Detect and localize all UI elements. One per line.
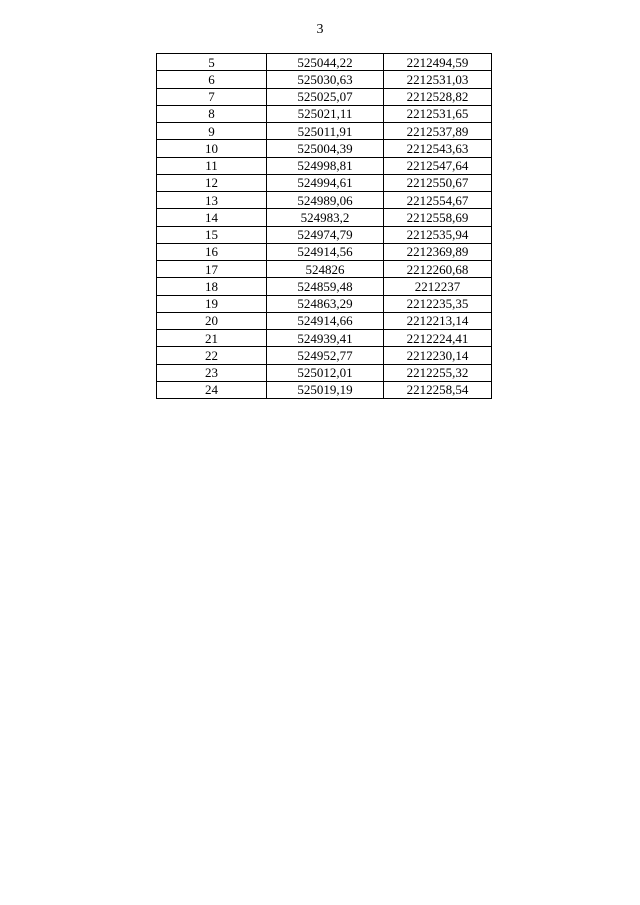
x-coordinate-cell: 524974,79 bbox=[267, 226, 384, 243]
point-number-cell: 18 bbox=[157, 278, 267, 295]
y-coordinate-cell: 2212255,32 bbox=[384, 364, 492, 381]
point-number-cell: 6 bbox=[157, 71, 267, 88]
point-number-cell: 20 bbox=[157, 312, 267, 329]
table-row bbox=[157, 71, 492, 88]
table-row bbox=[157, 312, 492, 329]
point-number-cell: 21 bbox=[157, 330, 267, 347]
x-coordinate-cell: 525004,39 bbox=[267, 140, 384, 157]
page-number: 3 bbox=[316, 22, 324, 37]
coordinates-table bbox=[156, 53, 492, 399]
point-number-cell: 13 bbox=[157, 192, 267, 209]
table-row bbox=[157, 209, 492, 226]
point-number-cell: 12 bbox=[157, 174, 267, 191]
table-row bbox=[157, 330, 492, 347]
x-coordinate-cell: 524998,81 bbox=[267, 157, 384, 174]
y-coordinate-cell: 2212235,35 bbox=[384, 295, 492, 312]
point-number-cell: 10 bbox=[157, 140, 267, 157]
y-coordinate-cell: 2212237 bbox=[384, 278, 492, 295]
table-row bbox=[157, 295, 492, 312]
x-coordinate-cell: 524859,48 bbox=[267, 278, 384, 295]
point-number-cell: 17 bbox=[157, 261, 267, 278]
point-number-cell: 9 bbox=[157, 123, 267, 140]
point-number-cell: 5 bbox=[157, 54, 267, 71]
table-row bbox=[157, 54, 492, 71]
table-row bbox=[157, 123, 492, 140]
point-number-cell: 7 bbox=[157, 88, 267, 105]
x-coordinate-cell: 525025,07 bbox=[267, 88, 384, 105]
table-row bbox=[157, 140, 492, 157]
table-row bbox=[157, 105, 492, 122]
y-coordinate-cell: 2212554,67 bbox=[384, 192, 492, 209]
x-coordinate-cell: 524989,06 bbox=[267, 192, 384, 209]
x-coordinate-cell: 525030,63 bbox=[267, 71, 384, 88]
table-row bbox=[157, 88, 492, 105]
point-number-cell: 15 bbox=[157, 226, 267, 243]
y-coordinate-cell: 2212260,68 bbox=[384, 261, 492, 278]
y-coordinate-cell: 2212543,63 bbox=[384, 140, 492, 157]
y-coordinate-cell: 2212258,54 bbox=[384, 381, 492, 398]
table-row bbox=[157, 243, 492, 260]
point-number-cell: 24 bbox=[157, 381, 267, 398]
y-coordinate-cell: 2212213,14 bbox=[384, 312, 492, 329]
x-coordinate-cell: 524952,77 bbox=[267, 347, 384, 364]
table-row bbox=[157, 381, 492, 398]
y-coordinate-cell: 2212535,94 bbox=[384, 226, 492, 243]
y-coordinate-cell: 2212494,59 bbox=[384, 54, 492, 71]
x-coordinate-cell: 525044,22 bbox=[267, 54, 384, 71]
y-coordinate-cell: 2212224,41 bbox=[384, 330, 492, 347]
y-coordinate-cell: 2212528,82 bbox=[384, 88, 492, 105]
x-coordinate-cell: 524826 bbox=[267, 261, 384, 278]
x-coordinate-cell: 524994,61 bbox=[267, 174, 384, 191]
x-coordinate-cell: 524983,2 bbox=[267, 209, 384, 226]
y-coordinate-cell: 2212550,67 bbox=[384, 174, 492, 191]
table-row bbox=[157, 174, 492, 191]
table-row bbox=[157, 192, 492, 209]
x-coordinate-cell: 525019,19 bbox=[267, 381, 384, 398]
y-coordinate-cell: 2212547,64 bbox=[384, 157, 492, 174]
table-row bbox=[157, 347, 492, 364]
y-coordinate-cell: 2212558,69 bbox=[384, 209, 492, 226]
y-coordinate-cell: 2212369,89 bbox=[384, 243, 492, 260]
y-coordinate-cell: 2212531,65 bbox=[384, 105, 492, 122]
point-number-cell: 14 bbox=[157, 209, 267, 226]
x-coordinate-cell: 524914,66 bbox=[267, 312, 384, 329]
table-row bbox=[157, 157, 492, 174]
point-number-cell: 8 bbox=[157, 105, 267, 122]
y-coordinate-cell: 2212537,89 bbox=[384, 123, 492, 140]
x-coordinate-cell: 525011,91 bbox=[267, 123, 384, 140]
x-coordinate-cell: 524863,29 bbox=[267, 295, 384, 312]
table-row bbox=[157, 278, 492, 295]
point-number-cell: 22 bbox=[157, 347, 267, 364]
x-coordinate-cell: 524914,56 bbox=[267, 243, 384, 260]
table-row bbox=[157, 364, 492, 381]
point-number-cell: 16 bbox=[157, 243, 267, 260]
point-number-cell: 19 bbox=[157, 295, 267, 312]
x-coordinate-cell: 525021,11 bbox=[267, 105, 384, 122]
point-number-cell: 23 bbox=[157, 364, 267, 381]
x-coordinate-cell: 525012,01 bbox=[267, 364, 384, 381]
point-number-cell: 11 bbox=[157, 157, 267, 174]
y-coordinate-cell: 2212531,03 bbox=[384, 71, 492, 88]
x-coordinate-cell: 524939,41 bbox=[267, 330, 384, 347]
table-row bbox=[157, 226, 492, 243]
y-coordinate-cell: 2212230,14 bbox=[384, 347, 492, 364]
table-row bbox=[157, 261, 492, 278]
